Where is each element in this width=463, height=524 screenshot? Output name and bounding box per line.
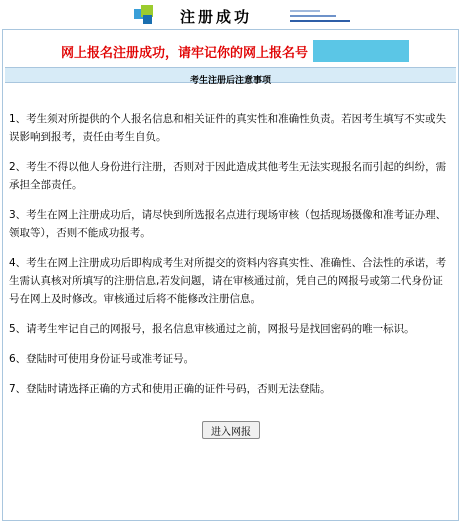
success-banner	[3, 38, 458, 62]
notice-rule: 1、考生须对所提供的个人报名信息和相关证件的真实性和准确性负责。若因考生填写不实或失误影响到报考，责任由考生自负。	[9, 113, 447, 143]
notice-rule: 6、登陆时可使用身份证号或准考证号。	[9, 353, 195, 365]
notice-header	[5, 67, 456, 86]
logo-icon	[134, 5, 156, 25]
page-title: 注册成功	[180, 8, 253, 26]
page-header	[0, 0, 463, 30]
notice-title: 考生注册后注意事项	[189, 76, 271, 86]
notice-rule: 3、考生在网上注册成功后，请尽快到所选报名点进行现场审核（包括现场摄像和准考证办理、领取等），否则不能成功报考。	[9, 209, 447, 239]
notice-rules-list	[9, 110, 453, 410]
decorative-lines	[290, 10, 352, 24]
notice-rule: 4、考生在网上注册成功后即构成考生对所提交的资料内容真实性、准确性、合法性的承诺，考生需认真核对所填写的注册信息,若发问题，请在审核通过前，凭自己的网报号或第二代身份证号在网上及时修改。审核通过后将不能修改注册信息。	[9, 257, 447, 305]
notice-rule: 2、考生不得以他人身份进行注册，否则对于因此造成其他考生无法实现报名而引起的纠纷，需承担全部责任。	[9, 161, 447, 191]
content-frame	[2, 29, 459, 521]
notice-rule: 7、登陆时请选择正确的方式和使用正确的证件号码，否则无法登陆。	[9, 383, 331, 395]
success-message: 网上报名注册成功，请牢记你的网上报名号	[61, 46, 309, 61]
enter-registration-button[interactable]: 进入网报	[202, 421, 260, 439]
notice-rule: 5、请考生牢记自己的网报号，报名信息审核通过之前，网报号是找回密码的唯一标识。	[9, 323, 415, 335]
masked-registration-number	[313, 40, 409, 62]
